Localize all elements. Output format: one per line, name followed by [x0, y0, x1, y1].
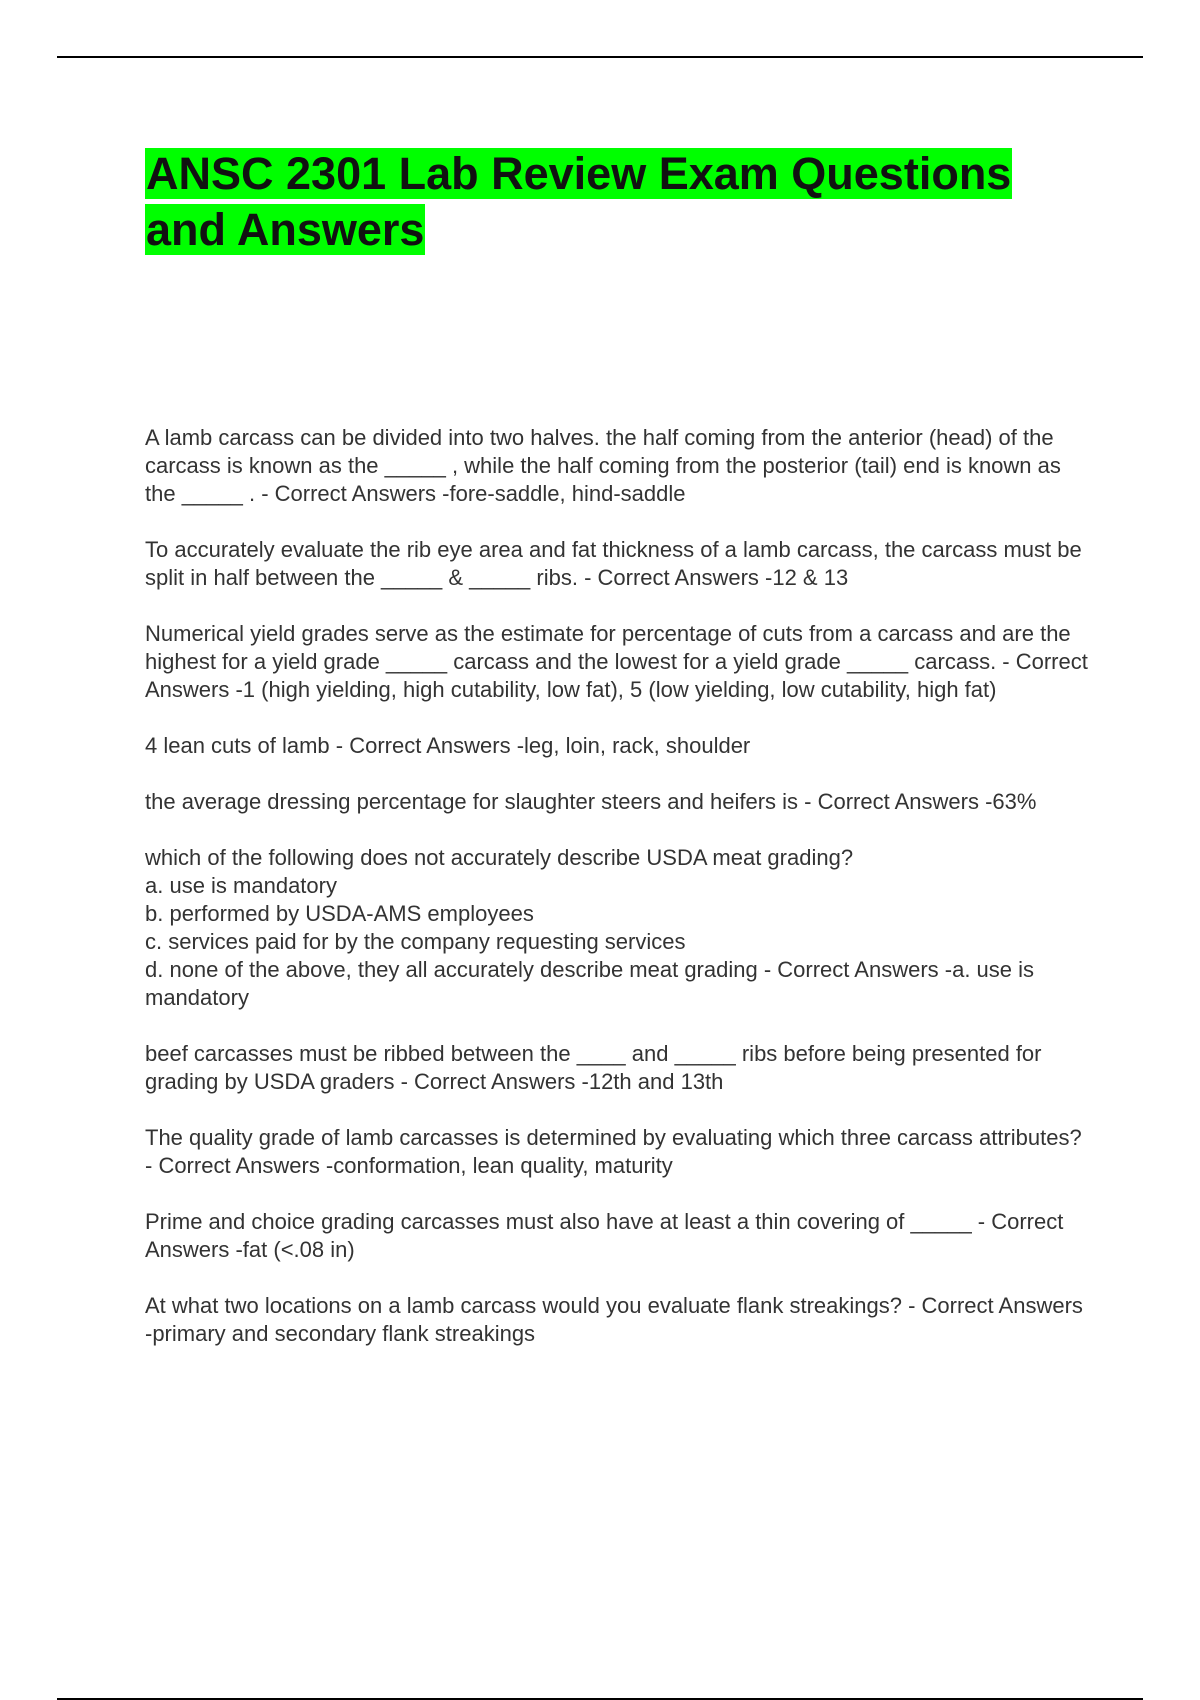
- qa-item: A lamb carcass can be divided into two halves. the half coming from the anterior (head) of the carcass is known as the _____ , while the half coming from the posterior (tail) end is known as the _____ . - Correct Answers -fore-saddle, hind-saddle: [145, 425, 1061, 506]
- qa-item: Numerical yield grades serve as the estimate for percentage of cuts from a carcass and are the highest for a yield grade _____ carcass and the lowest for a yield grade _____ carcass. - Correct Answers -1 (high yielding, high cutability, low fat), 5 (low yielding, low cutability, high fat): [145, 621, 1088, 702]
- qa-item: The quality grade of lamb carcasses is determined by evaluating which three carcass attributes? - Correct Answers -conformation, lean quality, maturity: [145, 1125, 1082, 1178]
- qa-list: [145, 424, 1095, 1376]
- qa-item: Prime and choice grading carcasses must also have at least a thin covering of _____ - Correct Answers -fat (<.08 in): [145, 1209, 1064, 1262]
- qa-item: 4 lean cuts of lamb - Correct Answers -leg, loin, rack, shoulder: [145, 733, 751, 758]
- qa-item: which of the following does not accurately describe USDA meat grading? a. use is mandatory b. performed by USDA-AMS employees c. services paid for by the company requesting services d. none of the above, they all accurately describe meat grading - Correct Answers -a. use is mandatory: [145, 845, 1035, 1010]
- qa-item: the average dressing percentage for slaughter steers and heifers is - Correct Answers -63%: [145, 789, 1037, 814]
- qa-item: beef carcasses must be ribbed between the ____ and _____ ribs before being presented for grading by USDA graders - Correct Answers -12th and 13th: [145, 1041, 1042, 1094]
- header-rule: [57, 56, 1143, 58]
- qa-item: To accurately evaluate the rib eye area and fat thickness of a lamb carcass, the carcass must be split in half between the _____ & _____ ribs. - Correct Answers -12 & 13: [145, 537, 1082, 590]
- title-highlight: ANSC 2301 Lab Review Exam Questions and Answers: [146, 148, 1012, 255]
- document-title: [145, 146, 1085, 258]
- qa-item: At what two locations on a lamb carcass would you evaluate flank streakings? - Correct Answers -primary and secondary flank streakings: [145, 1293, 1083, 1346]
